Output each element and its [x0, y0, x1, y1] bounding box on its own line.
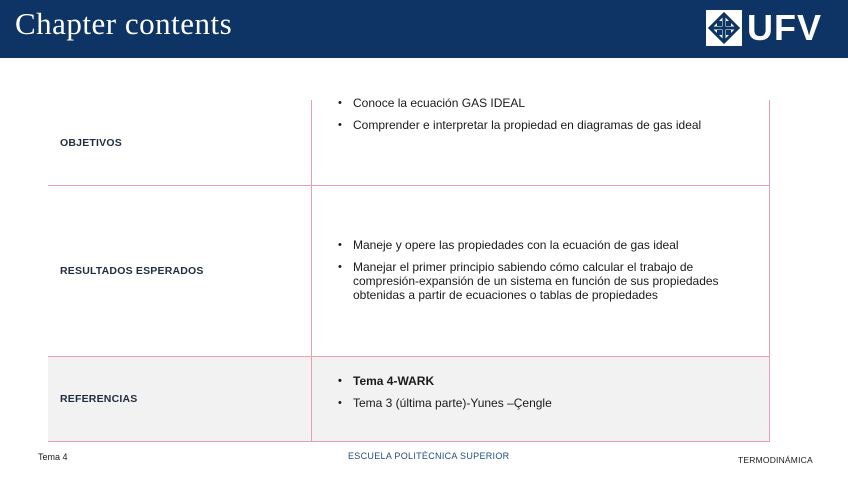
column-divider: [311, 100, 312, 442]
footer-topic: Tema 4: [38, 452, 68, 462]
list-item: • Tema 3 (última parte)-Yunes –Çengle: [338, 396, 738, 410]
table-bottom-border: [48, 441, 770, 442]
slide-header: [0, 0, 848, 58]
footer-subject: TERMODINÁMICA: [738, 455, 813, 465]
list-item: • Maneje y opere las propiedades con la ecuación de gas ideal: [338, 238, 738, 252]
ufv-logo: [706, 7, 822, 48]
logo-text: UFV: [747, 7, 822, 48]
row-label-referencias: REFERENCIAS: [60, 393, 138, 405]
slide-title: Chapter contents: [15, 6, 233, 41]
table-right-border: [769, 100, 770, 442]
list-item: • Manejar el primer principio sabiendo cómo calcular el trabajo de compresión-expansión de un sistema en función de sus propiedades obtenidas a partir de ecuaciones o tablas de propiedades: [338, 260, 738, 302]
table-row-objetivos: [48, 96, 770, 185]
row-bullets-referencias: [338, 374, 738, 418]
list-item: • Tema 4-WARK: [338, 374, 738, 388]
row-bullets-resultados: [338, 238, 738, 310]
row-bullets-objetivos: [338, 96, 738, 140]
footer-school: ESCUELA POLITÉCNICA SUPERIOR: [348, 451, 510, 461]
row-label-resultados: RESULTADOS ESPERADOS: [60, 265, 204, 277]
list-item: • Conoce la ecuación GAS IDEAL: [338, 96, 738, 110]
row-label-objetivos: OBJETIVOS: [60, 137, 122, 149]
contents-table: [48, 96, 770, 442]
list-item: • Comprender e interpretar la propiedad en diagramas de gas ideal: [338, 118, 738, 132]
table-row-resultados: [48, 186, 770, 356]
table-row-referencias: [48, 357, 770, 441]
ufv-emblem-icon: [706, 10, 742, 46]
